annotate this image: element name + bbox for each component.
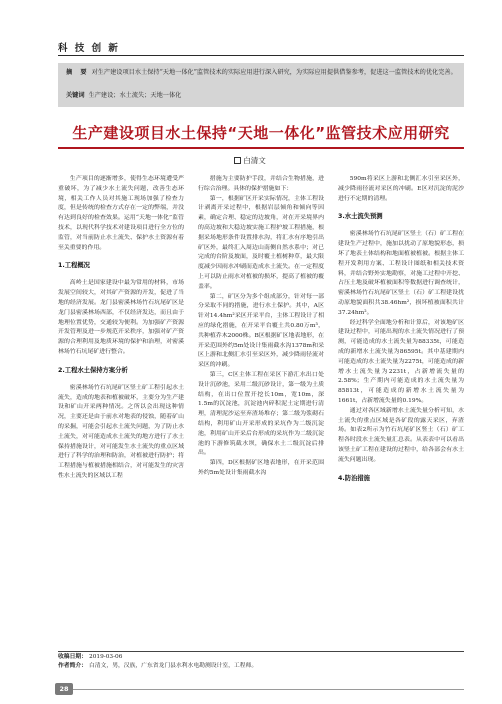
author-byline bbox=[200, 155, 300, 166]
author-note-value: 白清文，男，汉族，广东省龙门县水利水电勘测设计室，工程师。 bbox=[89, 663, 258, 669]
title-divider bbox=[58, 147, 464, 149]
section-tag: 科 技 创 新 bbox=[58, 43, 120, 54]
column-3 bbox=[338, 175, 464, 595]
keywords-label: 关键词 bbox=[66, 92, 85, 99]
received-value: 2019-03-06 bbox=[89, 654, 123, 660]
paragraph: 第一，根据矿区开采实际情况，主体工程设计剥离开采过程中，根据岩层倾角和倾向等因素，确定合理、稳定的边坡角，对在开采境界内的高边坡和大稳边坡实施工程护坡工程措施，根据采场地形条件设置排水沟，将汇水有序地引出矿区外，最终汇入周边山南侧自然水系中；对已完成的台阶及坡面，及时覆土植树种草，最大限度减少因雨水冲刷而造成水土流失。在一定程度上可以防止雨水对植被的损坏，提高了植被的覆盖率。 bbox=[198, 195, 324, 290]
header-divider bbox=[58, 55, 464, 56]
abstract bbox=[66, 68, 462, 79]
section-heading: 1.工程概况 bbox=[58, 262, 90, 270]
column-2 bbox=[198, 175, 324, 595]
paragraph: 密溪林场竹石坑尾矿区竖土（石）矿工程在建设生产过程中，施加以扰动了原地貌形态，损坏了地表土体结构和地面植被植被。根据主体工程开发利用方案、工程设计图纸和相关技术资料，并结合野外实地勘察，对施工过程中开挖、占压土地及破坏植被面积等数据进行调查统计，密溪林场竹石坑尾矿区竖土（石）矿工程建设扰动原地貌面积共38.46hm²，损坏植被面积共计37.24hm²。 bbox=[338, 231, 464, 316]
page-footer-rule bbox=[73, 689, 464, 690]
paragraph: 590m将采区上游和北侧汇水引至采区外，减少降雨径流对采区的冲刷。E区对沉淀的泥沙进行不定期的清理。 bbox=[338, 176, 464, 202]
author-name: 白清文 bbox=[243, 156, 266, 165]
paragraph: 高岭土是国家建设中最为常用的材料，市场发展空间较大，对其矿产资源的开发，促进了当地的经济发展。龙门县密溪林场竹石坑尾矿区是龙门县密溪林场西部，不仅经济发达，而且由于地理位置优势，交通较为便利。为加强矿产资源开发管理及进一步规范开采秩序，加强对矿产资源的合理利用及地质环境的保护和治理，对密溪林场竹石坑尾矿进行整合。 bbox=[58, 280, 184, 355]
author-note bbox=[58, 662, 464, 671]
paragraph: 第三，C区主体工程在采区下游汇水出口处设计沉砂池，采用二级沉砂设计，第一级为土质结构，在出口位置开挖长10m，宽10m，深1.5m的沉淀池，沉淀池内碎积泥土定期进行清理，清理泥沙运至弃渣场堆存；第二级为浆砌石结构，利用矿山开采形成的采坑作为二级沉淀池，利用矿山开采后台形成的采坑作为二级沉淀池的下游修筑截水坝，确保水土二级沉淀后排出。 bbox=[198, 371, 324, 457]
paragraph: 措施为主要防护手段，并结合生物措施，进行综合治理。具体的保护措施如下： bbox=[198, 176, 324, 192]
abstract-text: 对生产建设项目水土保持“天地一体化”监管技术的实际应用进行深入研究，为实际应用提供借鉴参考，促进这一监管技术的优化完善。 bbox=[91, 69, 457, 76]
keywords bbox=[66, 91, 462, 101]
section-heading: 4.防治措施 bbox=[338, 474, 370, 482]
page-number: 28 bbox=[55, 683, 73, 695]
column-1 bbox=[58, 175, 184, 595]
author-box-icon bbox=[234, 157, 241, 164]
received-date bbox=[58, 653, 464, 662]
abstract-label: 摘 要 bbox=[66, 69, 88, 76]
paragraph: 经过科学全面地分析和计算后，对该地矿区建设过程中，可能出现的水土流失情况进行了预测，可能造成的水土流失量为88335t，可能造成的新增水土流失量为86595t。其中基建期内可能造成的水土流失量为2275t，可能造成的新增水土流失量为2231t，占新增流失量的2.58%；生产期内可能造成的水土流失量为85813t，可能造成的新增水土流失量为1661t，占新增流失量的0.19%。 bbox=[338, 319, 464, 404]
paragraph: 密溪林场竹石坑尾矿区竖土矿工程引起水土流失，造成的地表和植被破坏，主要分为生产建设和矿山开采两种情况。之所以会出现这种情况，主要还是由于前水对地表的侵蚀，随着矿山的采掘，可能会引起水土流失问题，为了防止水土流失，对可能造成水土流失的地方进行了水土保持措施设计，对可能发生水土流失的重点区域进行了科学的治理和防治，对植被进行防护；将工程措施与植被措施相结合，对可能发生的灾害性水土流失的区域以工程 bbox=[58, 384, 184, 479]
section-heading: 3.水土流失预测 bbox=[338, 213, 383, 221]
footnote-divider bbox=[58, 651, 464, 652]
author-note-label: 作者简介： bbox=[58, 663, 87, 669]
received-label: 收稿日期： bbox=[58, 654, 87, 660]
paragraph: 通过对各区域新增水土流失量分析可知，水土流失的重点区域是各矿段的露天采区，弃渣场。如表2所示为竹石坑尾矿区竖土（石）矿工程各时段水土流失量汇总表。从表表中可以看出该竖土矿工程在建设的过程中，给各部会有水土流失问题出现。 bbox=[338, 407, 464, 463]
keywords-text: 生产建设；水土流失；天地一体化 bbox=[88, 92, 182, 99]
paragraph: 第二，矿区分为多个组成部分，针对每一部分采取不同的措施，进行水土保护。其中，A区针对14.4hm²采区开采平台，主体工程设计了相应的绿化措施，在开采平台覆土共0.80万m³，共种植乔木2000株。B区根据矿区地表地形，在开采范围外约5m处设计集雨截水沟1378m和采区上游和北侧汇水引至采区外，减少降雨径流对采区的冲刷。 bbox=[198, 293, 324, 369]
paragraph: 生产项目的逐渐增多，使得生态环境遭受严重破坏，为了减少水土流失问题，改善生态环境，相关工作人员对其施工现场加强了检查力度，但是传统的检查方式存在一定的弊端，并没有达到良好的检查效果。运用“天地一体化”监管技术，以现代科学技术对建设项目进行全方位的监管，对当前防止水土流失、保护水土资源有着至关重要的作用。 bbox=[58, 176, 184, 251]
paragraph: 第四，D区根据矿区地表地形，在开采范围外约5m处设计集雨截水沟 bbox=[198, 460, 324, 476]
section-heading: 2.工程水土保持方案分析 bbox=[58, 366, 128, 374]
article-title: 生产建设项目水土保持“天地一体化”监管技术应用研究 bbox=[72, 124, 450, 142]
